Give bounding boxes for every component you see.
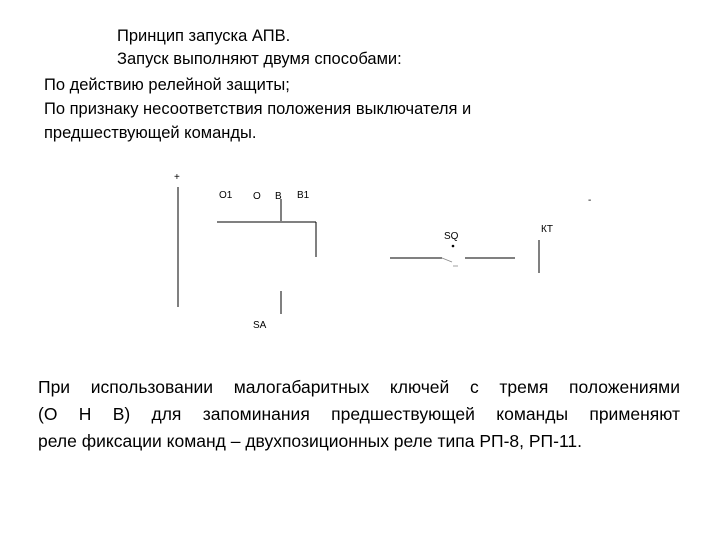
paragraph-line-3: реле фиксации команд – двухпозиционных реле типа РП-8, РП-11. [38, 431, 582, 451]
slide-subtitle: Запуск выполняют двумя способами: [117, 50, 402, 68]
contact-b1-label: В1 [297, 190, 310, 201]
minus-label: - [588, 195, 592, 206]
slide-title: Принцип запуска АПВ. [117, 27, 291, 45]
plus-label: + [174, 172, 180, 183]
paragraph-line-1: При использовании малогабаритных ключей с тремя положениями [38, 377, 680, 397]
sa-label: SA [253, 320, 267, 331]
method-item-2: По признаку несоответствия положения выключателя и [44, 100, 472, 118]
method-item-1: По действию релейной защиты; [44, 76, 290, 94]
description-paragraph [38, 374, 680, 455]
contact-o1-label: О1 [219, 190, 233, 201]
sq-label: SQ [444, 231, 459, 242]
contact-b-label: В [275, 191, 282, 202]
kt-label: КТ [541, 224, 553, 235]
sq-contact-dot [452, 245, 455, 248]
method-item-3: предшествующей команды. [44, 124, 257, 142]
contact-o-label: О [253, 191, 261, 202]
sq-switch-blade [442, 258, 452, 262]
paragraph-line-2: (О Н В) для запоминания предшествующей команды применяют [38, 404, 680, 424]
